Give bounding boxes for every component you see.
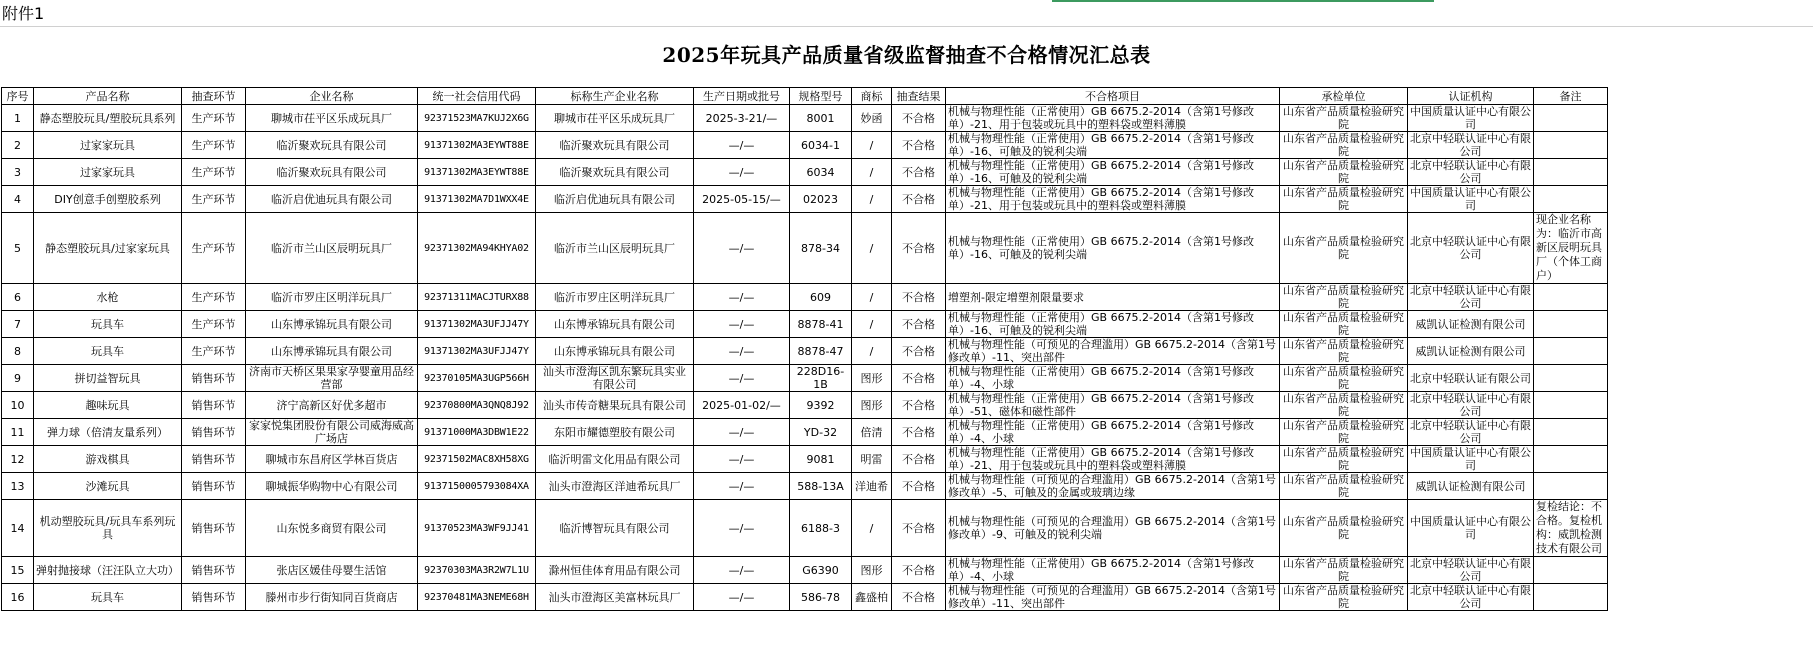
certification-body-cell[interactable]: 北京中轻联认证中心有限公司 [1408,557,1534,584]
credit-code-cell[interactable]: 92371311MACJTURX88 [418,284,536,311]
failed-items-cell[interactable]: 机械与物理性能（正常使用）GB 6675.2-2014（含第1号修改单）-16、可触及的锐利尖端 [946,132,1280,159]
model-cell[interactable]: 8001 [790,105,852,132]
production-date-cell[interactable]: —/— [694,338,790,365]
remarks-cell[interactable] [1534,311,1608,338]
labeled-manufacturer-cell[interactable]: 临沂市罗庄区明洋玩具厂 [536,284,694,311]
production-date-cell[interactable]: 2025-05-15/— [694,186,790,213]
certification-body-cell[interactable]: 北京中轻联认证中心有限公司 [1408,132,1534,159]
remarks-cell[interactable] [1534,105,1608,132]
product-name-cell[interactable]: 玩具车 [34,584,182,611]
model-cell[interactable]: 9081 [790,446,852,473]
credit-code-cell[interactable]: 91371302MA3UFJJ47Y [418,338,536,365]
index-cell[interactable]: 13 [2,473,34,500]
result-cell[interactable]: 不合格 [892,213,946,284]
product-name-cell[interactable]: 水枪 [34,284,182,311]
index-cell[interactable]: 1 [2,105,34,132]
table-row[interactable] [2,159,1608,186]
table-row[interactable] [2,500,1608,557]
result-cell[interactable]: 不合格 [892,392,946,419]
testing-unit-cell[interactable]: 山东省产品质量检验研究院 [1280,584,1408,611]
testing-unit-cell[interactable]: 山东省产品质量检验研究院 [1280,473,1408,500]
certification-body-cell[interactable]: 中国质量认证中心有限公司 [1408,500,1534,557]
company-name-cell[interactable]: 山东悦多商贸有限公司 [246,500,418,557]
column-header-trademark[interactable]: 商标 [852,88,892,105]
testing-unit-cell[interactable]: 山东省产品质量检验研究院 [1280,338,1408,365]
trademark-cell[interactable]: 明雷 [852,446,892,473]
selection-indicator [1052,0,1434,2]
production-date-cell[interactable]: —/— [694,419,790,446]
result-cell[interactable]: 不合格 [892,132,946,159]
index-cell[interactable]: 12 [2,446,34,473]
company-name-cell[interactable]: 山东博承锦玩具有限公司 [246,338,418,365]
column-header-result[interactable]: 抽查结果 [892,88,946,105]
sampling-stage-cell[interactable]: 销售环节 [182,365,246,392]
certification-body-cell[interactable]: 北京中轻联认证中心有限公司 [1408,159,1534,186]
credit-code-cell[interactable]: 92370800MA3QNQ8J92 [418,392,536,419]
model-cell[interactable]: 9392 [790,392,852,419]
sampling-stage-cell[interactable]: 销售环节 [182,473,246,500]
product-name-cell[interactable]: 过家家玩具 [34,132,182,159]
model-cell[interactable]: YD-32 [790,419,852,446]
product-name-cell[interactable]: 静态塑胶玩具/过家家玩具 [34,213,182,284]
table-row[interactable] [2,419,1608,446]
result-cell[interactable]: 不合格 [892,365,946,392]
product-name-cell[interactable]: 拼切益智玩具 [34,365,182,392]
column-header-sampling-stage[interactable]: 抽查环节 [182,88,246,105]
company-name-cell[interactable]: 家家悦集团股份有限公司威海威高广场店 [246,419,418,446]
trademark-cell[interactable]: / [852,186,892,213]
certification-body-cell[interactable]: 中国质量认证中心有限公司 [1408,105,1534,132]
product-name-cell[interactable]: 过家家玩具 [34,159,182,186]
failed-items-cell[interactable]: 机械与物理性能（正常使用）GB 6675.2-2014（含第1号修改单）-4、小球 [946,557,1280,584]
trademark-cell[interactable]: 妙函 [852,105,892,132]
credit-code-cell[interactable]: 91371302MA3UFJJ47Y [418,311,536,338]
certification-body-cell[interactable]: 北京中轻联认证中心有限公司 [1408,392,1534,419]
credit-code-cell[interactable]: 92371523MA7KUJ2X6G [418,105,536,132]
trademark-cell[interactable]: / [852,284,892,311]
trademark-cell[interactable]: 倍清 [852,419,892,446]
labeled-manufacturer-cell[interactable]: 临沂聚欢玩具有限公司 [536,159,694,186]
product-name-cell[interactable]: 玩具车 [34,338,182,365]
certification-body-cell[interactable]: 北京中轻联认证中心有限公司 [1408,213,1534,284]
trademark-cell[interactable]: / [852,132,892,159]
index-cell[interactable]: 7 [2,311,34,338]
remarks-cell[interactable] [1534,473,1608,500]
index-cell[interactable]: 11 [2,419,34,446]
table-row[interactable] [2,105,1608,132]
trademark-cell[interactable]: 图形 [852,365,892,392]
testing-unit-cell[interactable]: 山东省产品质量检验研究院 [1280,186,1408,213]
index-cell[interactable]: 15 [2,557,34,584]
company-name-cell[interactable]: 临沂启优迪玩具有限公司 [246,186,418,213]
model-cell[interactable]: 6034-1 [790,132,852,159]
table-row[interactable] [2,584,1608,611]
failed-items-cell[interactable]: 机械与物理性能（可预见的合理滥用）GB 6675.2-2014（含第1号修改单）-11、突出部件 [946,584,1280,611]
labeled-manufacturer-cell[interactable]: 山东博承锦玩具有限公司 [536,338,694,365]
table-row[interactable] [2,311,1608,338]
result-cell[interactable]: 不合格 [892,338,946,365]
company-name-cell[interactable]: 临沂市兰山区辰明玩具厂 [246,213,418,284]
sampling-stage-cell[interactable]: 生产环节 [182,338,246,365]
index-cell[interactable]: 4 [2,186,34,213]
column-header-production-date[interactable]: 生产日期或批号 [694,88,790,105]
sampling-stage-cell[interactable]: 销售环节 [182,419,246,446]
labeled-manufacturer-cell[interactable]: 汕头市澄海区洋迪希玩具厂 [536,473,694,500]
results-table [1,87,1608,611]
credit-code-cell[interactable]: 92371502MAC8XH58XG [418,446,536,473]
index-cell[interactable]: 14 [2,500,34,557]
model-cell[interactable]: 878-34 [790,213,852,284]
testing-unit-cell[interactable]: 山东省产品质量检验研究院 [1280,132,1408,159]
certification-body-cell[interactable]: 北京中轻联认证中心有限公司 [1408,284,1534,311]
remarks-cell[interactable] [1534,392,1608,419]
labeled-manufacturer-cell[interactable]: 临沂聚欢玩具有限公司 [536,132,694,159]
credit-code-cell[interactable]: 91370523MA3WF9JJ41 [418,500,536,557]
credit-code-cell[interactable]: 92370481MA3NEME68H [418,584,536,611]
production-date-cell[interactable]: —/— [694,132,790,159]
company-name-cell[interactable]: 济南市天桥区果果家孕婴童用品经营部 [246,365,418,392]
failed-items-cell[interactable]: 机械与物理性能（可预见的合理滥用）GB 6675.2-2014（含第1号修改单）-11、突出部件 [946,338,1280,365]
labeled-manufacturer-cell[interactable]: 临沂启优迪玩具有限公司 [536,186,694,213]
credit-code-cell[interactable]: 92370303MA3R2W7L1U [418,557,536,584]
labeled-manufacturer-cell[interactable]: 滁州恒佳体育用品有限公司 [536,557,694,584]
sampling-stage-cell[interactable]: 销售环节 [182,584,246,611]
failed-items-cell[interactable]: 机械与物理性能（正常使用）GB 6675.2-2014（含第1号修改单）-51、磁体和磁性部件 [946,392,1280,419]
column-header-labeled-manufacturer[interactable]: 标称生产企业名称 [536,88,694,105]
labeled-manufacturer-cell[interactable]: 东阳市耀德塑胶有限公司 [536,419,694,446]
labeled-manufacturer-cell[interactable]: 汕头市传奇糖果玩具有限公司 [536,392,694,419]
remarks-cell[interactable] [1534,557,1608,584]
testing-unit-cell[interactable]: 山东省产品质量检验研究院 [1280,213,1408,284]
sampling-stage-cell[interactable]: 生产环节 [182,132,246,159]
production-date-cell[interactable]: —/— [694,365,790,392]
table-row[interactable] [2,446,1608,473]
company-name-cell[interactable]: 张店区媛佳母婴生活馆 [246,557,418,584]
testing-unit-cell[interactable]: 山东省产品质量检验研究院 [1280,105,1408,132]
remarks-cell[interactable] [1534,186,1608,213]
production-date-cell[interactable]: 2025-3-21/— [694,105,790,132]
certification-body-cell[interactable]: 北京中轻联认证有限公司 [1408,365,1534,392]
failed-items-cell[interactable]: 机械与物理性能（正常使用）GB 6675.2-2014（含第1号修改单）-4、小球 [946,365,1280,392]
production-date-cell[interactable]: —/— [694,159,790,186]
result-cell[interactable]: 不合格 [892,159,946,186]
trademark-cell[interactable]: 图形 [852,557,892,584]
sampling-stage-cell[interactable]: 生产环节 [182,284,246,311]
credit-code-cell[interactable]: 91371302MA7D1WXX4E [418,186,536,213]
product-name-cell[interactable]: 趣味玩具 [34,392,182,419]
remarks-cell[interactable]: 现企业名称为：临沂市高新区辰明玩具厂（个体工商户） [1534,213,1608,284]
credit-code-cell[interactable]: 91371000MA3DBW1E22 [418,419,536,446]
testing-unit-cell[interactable]: 山东省产品质量检验研究院 [1280,500,1408,557]
company-name-cell[interactable]: 临沂市罗庄区明洋玩具厂 [246,284,418,311]
model-cell[interactable]: 6188-3 [790,500,852,557]
company-name-cell[interactable]: 聊城市茌平区乐成玩具厂 [246,105,418,132]
table-row[interactable] [2,186,1608,213]
credit-code-cell[interactable]: 91371302MA3EYWT88E [418,132,536,159]
certification-body-cell[interactable]: 威凯认证检测有限公司 [1408,338,1534,365]
page-title: 2025年玩具产品质量省级监督抽查不合格情况汇总表 [662,43,1151,67]
result-cell[interactable]: 不合格 [892,419,946,446]
production-date-cell[interactable]: —/— [694,584,790,611]
model-cell[interactable]: G6390 [790,557,852,584]
company-name-cell[interactable]: 聊城市东昌府区学林百货店 [246,446,418,473]
failed-items-cell[interactable]: 增塑剂-限定增塑剂限量要求 [946,284,1280,311]
production-date-cell[interactable]: —/— [694,557,790,584]
remarks-cell[interactable] [1534,419,1608,446]
remarks-cell[interactable] [1534,446,1608,473]
sampling-stage-cell[interactable]: 生产环节 [182,186,246,213]
model-cell[interactable]: 02023 [790,186,852,213]
remarks-cell[interactable] [1534,365,1608,392]
trademark-cell[interactable]: / [852,338,892,365]
product-name-cell[interactable]: 游戏棋具 [34,446,182,473]
model-cell[interactable]: 6034 [790,159,852,186]
product-name-cell[interactable]: DIY创意手创塑胶系列 [34,186,182,213]
sampling-stage-cell[interactable]: 销售环节 [182,392,246,419]
column-header-failed-items[interactable]: 不合格项目 [946,88,1280,105]
sampling-stage-cell[interactable]: 生产环节 [182,213,246,284]
trademark-cell[interactable]: 鑫盛柏 [852,584,892,611]
column-header-product-name[interactable]: 产品名称 [34,88,182,105]
table-row[interactable] [2,392,1608,419]
trademark-cell[interactable]: / [852,311,892,338]
sampling-stage-cell[interactable]: 销售环节 [182,446,246,473]
credit-code-cell[interactable]: 92371302MA94KHYA02 [418,213,536,284]
model-cell[interactable]: 588-13A [790,473,852,500]
certification-body-cell[interactable]: 威凯认证检测有限公司 [1408,473,1534,500]
model-cell[interactable]: 8878-41 [790,311,852,338]
index-cell[interactable]: 8 [2,338,34,365]
certification-body-cell[interactable]: 中国质量认证中心有限公司 [1408,186,1534,213]
credit-code-cell[interactable]: 9137150005793084XA [418,473,536,500]
result-cell[interactable]: 不合格 [892,473,946,500]
table-row[interactable] [2,473,1608,500]
model-cell[interactable]: 586-78 [790,584,852,611]
table-row[interactable] [2,365,1608,392]
index-cell[interactable]: 9 [2,365,34,392]
failed-items-cell[interactable]: 机械与物理性能（正常使用）GB 6675.2-2014（含第1号修改单）-16、可触及的锐利尖端 [946,311,1280,338]
product-name-cell[interactable]: 玩具车 [34,311,182,338]
failed-items-cell[interactable]: 机械与物理性能（正常使用）GB 6675.2-2014（含第1号修改单）-4、小球 [946,419,1280,446]
remarks-cell[interactable] [1534,132,1608,159]
production-date-cell[interactable]: 2025-01-02/— [694,392,790,419]
sampling-stage-cell[interactable]: 生产环节 [182,105,246,132]
certification-body-cell[interactable]: 威凯认证检测有限公司 [1408,311,1534,338]
model-cell[interactable]: 609 [790,284,852,311]
labeled-manufacturer-cell[interactable]: 临沂市兰山区辰明玩具厂 [536,213,694,284]
table-row[interactable] [2,284,1608,311]
testing-unit-cell[interactable]: 山东省产品质量检验研究院 [1280,419,1408,446]
divider [0,26,1813,27]
table-row[interactable] [2,213,1608,284]
product-name-cell[interactable]: 弹力球（倍清友量系列） [34,419,182,446]
result-cell[interactable]: 不合格 [892,557,946,584]
testing-unit-cell[interactable]: 山东省产品质量检验研究院 [1280,557,1408,584]
labeled-manufacturer-cell[interactable]: 聊城市茌平区乐成玩具厂 [536,105,694,132]
labeled-manufacturer-cell[interactable]: 临沂博智玩具有限公司 [536,500,694,557]
table-row[interactable] [2,557,1608,584]
model-cell[interactable]: 228D16-1B [790,365,852,392]
result-cell[interactable]: 不合格 [892,311,946,338]
testing-unit-cell[interactable]: 山东省产品质量检验研究院 [1280,392,1408,419]
production-date-cell[interactable]: —/— [694,284,790,311]
table-header-row [2,88,1608,105]
company-name-cell[interactable]: 聊城振华购物中心有限公司 [246,473,418,500]
company-name-cell[interactable]: 临沂聚欢玩具有限公司 [246,159,418,186]
remarks-cell[interactable] [1534,284,1608,311]
failed-items-cell[interactable]: 机械与物理性能（可预见的合理滥用）GB 6675.2-2014（含第1号修改单）-9、可触及的锐利尖端 [946,500,1280,557]
failed-items-cell[interactable]: 机械与物理性能（可预见的合理滥用）GB 6675.2-2014（含第1号修改单）-5、可触及的金属或玻璃边缘 [946,473,1280,500]
model-cell[interactable]: 8878-47 [790,338,852,365]
certification-body-cell[interactable]: 北京中轻联认证中心有限公司 [1408,584,1534,611]
result-cell[interactable]: 不合格 [892,500,946,557]
labeled-manufacturer-cell[interactable]: 山东博承锦玩具有限公司 [536,311,694,338]
failed-items-cell[interactable]: 机械与物理性能（正常使用）GB 6675.2-2014（含第1号修改单）-21、用于包装或玩具中的塑料袋或塑料薄膜 [946,446,1280,473]
index-cell[interactable]: 5 [2,213,34,284]
testing-unit-cell[interactable]: 山东省产品质量检验研究院 [1280,365,1408,392]
index-cell[interactable]: 2 [2,132,34,159]
index-cell[interactable]: 16 [2,584,34,611]
index-cell[interactable]: 10 [2,392,34,419]
result-cell[interactable]: 不合格 [892,446,946,473]
production-date-cell[interactable]: —/— [694,213,790,284]
production-date-cell[interactable]: —/— [694,473,790,500]
result-cell[interactable]: 不合格 [892,584,946,611]
result-cell[interactable]: 不合格 [892,186,946,213]
labeled-manufacturer-cell[interactable]: 汕头市澄海区美富林玩具厂 [536,584,694,611]
testing-unit-cell[interactable]: 山东省产品质量检验研究院 [1280,159,1408,186]
sampling-stage-cell[interactable]: 销售环节 [182,500,246,557]
product-name-cell[interactable]: 机动塑胶玩具/玩具车系列玩具 [34,500,182,557]
production-date-cell[interactable]: —/— [694,500,790,557]
column-header-company-name[interactable]: 企业名称 [246,88,418,105]
company-name-cell[interactable]: 临沂聚欢玩具有限公司 [246,132,418,159]
product-name-cell[interactable]: 弹射抛接球（汪汪队立大功） [34,557,182,584]
column-header-testing-unit[interactable]: 承检单位 [1280,88,1408,105]
remarks-cell[interactable]: 复检结论：不合格。复检机构：威凯检测技术有限公司 [1534,500,1608,557]
production-date-cell[interactable]: —/— [694,311,790,338]
failed-items-cell[interactable]: 机械与物理性能（正常使用）GB 6675.2-2014（含第1号修改单）-21、用于包装或玩具中的塑料袋或塑料薄膜 [946,186,1280,213]
certification-body-cell[interactable]: 中国质量认证中心有限公司 [1408,446,1534,473]
testing-unit-cell[interactable]: 山东省产品质量检验研究院 [1280,284,1408,311]
trademark-cell[interactable]: 图形 [852,392,892,419]
column-header-certification-body[interactable]: 认证机构 [1408,88,1534,105]
index-cell[interactable]: 6 [2,284,34,311]
credit-code-cell[interactable]: 92370105MA3UGP566H [418,365,536,392]
remarks-cell[interactable] [1534,584,1608,611]
table-row[interactable] [2,132,1608,159]
sampling-stage-cell[interactable]: 销售环节 [182,557,246,584]
trademark-cell[interactable]: / [852,159,892,186]
certification-body-cell[interactable]: 北京中轻联认证中心有限公司 [1408,419,1534,446]
remarks-cell[interactable] [1534,159,1608,186]
testing-unit-cell[interactable]: 山东省产品质量检验研究院 [1280,311,1408,338]
testing-unit-cell[interactable]: 山东省产品质量检验研究院 [1280,446,1408,473]
failed-items-cell[interactable]: 机械与物理性能（正常使用）GB 6675.2-2014（含第1号修改单）-21、用于包装或玩具中的塑料袋或塑料薄膜 [946,105,1280,132]
company-name-cell[interactable]: 济宁高新区好优多超市 [246,392,418,419]
result-cell[interactable]: 不合格 [892,284,946,311]
failed-items-cell[interactable]: 机械与物理性能（正常使用）GB 6675.2-2014（含第1号修改单）-16、可触及的锐利尖端 [946,213,1280,284]
table-row[interactable] [2,338,1608,365]
column-header-remarks[interactable]: 备注 [1534,88,1608,105]
result-cell[interactable]: 不合格 [892,105,946,132]
trademark-cell[interactable]: / [852,213,892,284]
product-name-cell[interactable]: 静态塑胶玩具/塑胶玩具系列 [34,105,182,132]
annex-label: 附件1 [2,4,45,23]
trademark-cell[interactable]: 洋迪希 [852,473,892,500]
column-header-model[interactable]: 规格型号 [790,88,852,105]
column-header-credit-code[interactable]: 统一社会信用代码 [418,88,536,105]
index-cell[interactable]: 3 [2,159,34,186]
remarks-cell[interactable] [1534,338,1608,365]
labeled-manufacturer-cell[interactable]: 汕头市澄海区凯东繁玩具实业有限公司 [536,365,694,392]
credit-code-cell[interactable]: 91371302MA3EYWT88E [418,159,536,186]
company-name-cell[interactable]: 山东博承锦玩具有限公司 [246,311,418,338]
product-name-cell[interactable]: 沙滩玩具 [34,473,182,500]
sampling-stage-cell[interactable]: 生产环节 [182,159,246,186]
production-date-cell[interactable]: —/— [694,446,790,473]
sampling-stage-cell[interactable]: 生产环节 [182,311,246,338]
labeled-manufacturer-cell[interactable]: 临沂明雷文化用品有限公司 [536,446,694,473]
trademark-cell[interactable]: / [852,500,892,557]
company-name-cell[interactable]: 滕州市步行街知同百货商店 [246,584,418,611]
failed-items-cell[interactable]: 机械与物理性能（正常使用）GB 6675.2-2014（含第1号修改单）-16、可触及的锐利尖端 [946,159,1280,186]
column-header-index[interactable]: 序号 [2,88,34,105]
